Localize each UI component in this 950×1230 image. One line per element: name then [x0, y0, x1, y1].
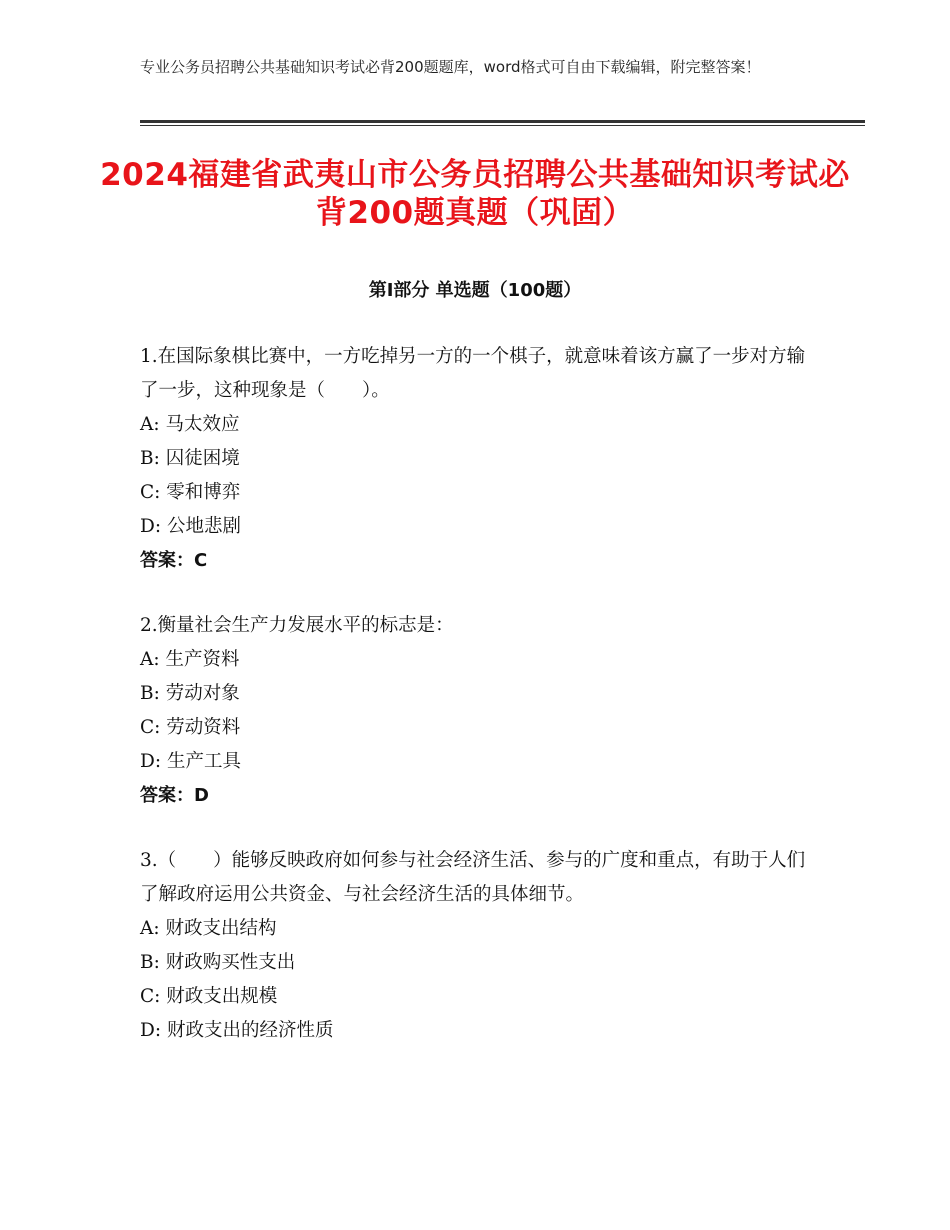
option-b: [140, 442, 810, 476]
option-text: 生产资料: [165, 649, 240, 670]
option-text: 财政支出规模: [166, 986, 278, 1007]
question-1: [140, 340, 810, 578]
option-letter: C:: [140, 482, 161, 503]
question-2: [140, 609, 810, 813]
option-text: 劳动对象: [165, 683, 240, 704]
option-letter: D:: [140, 1020, 162, 1041]
question-stem: 1.在国际象棋比赛中，一方吃掉另一方的一个棋子，就意味着该方赢了一步对方输了一步，这种现象是（ ）。: [140, 346, 806, 401]
option-d: [140, 510, 810, 544]
header-divider-thick: [140, 120, 865, 123]
option-a: [140, 408, 810, 442]
header-divider-thin: [140, 125, 865, 126]
question-stem: 3.（ ）能够反映政府如何参与社会经济生活、参与的广度和重点，有助于人们了解政府运用公共资金、与社会经济生活的具体细节。: [140, 850, 806, 905]
option-letter: D:: [140, 751, 162, 772]
option-text: 公地悲剧: [166, 516, 241, 537]
option-c: [140, 476, 810, 510]
answer-line: 答案：D: [140, 785, 209, 806]
option-b: [140, 946, 810, 980]
answer-line: 答案：C: [140, 550, 208, 571]
option-letter: C:: [140, 986, 161, 1007]
option-c: [140, 980, 810, 1014]
option-text: 囚徒困境: [165, 448, 240, 469]
option-d: [140, 745, 810, 779]
option-a: [140, 912, 810, 946]
header-note: 专业公务员招聘公共基础知识考试必背200题题库，word格式可自由下载编辑，附完整答案！: [140, 58, 761, 76]
option-text: 零和博弈: [166, 482, 241, 503]
option-b: [140, 677, 810, 711]
option-letter: A:: [140, 414, 160, 435]
option-text: 财政支出的经济性质: [166, 1020, 334, 1041]
option-c: [140, 711, 810, 745]
option-d: [140, 1014, 810, 1048]
question-list: [140, 340, 810, 1079]
option-a: [140, 643, 810, 677]
option-text: 马太效应: [165, 414, 240, 435]
question-3: [140, 844, 810, 1048]
option-text: 生产工具: [166, 751, 241, 772]
option-letter: A:: [140, 918, 160, 939]
document-title: 2024福建省武夷山市公务员招聘公共基础知识考试必背200题真题（巩固）: [100, 157, 850, 231]
option-letter: B:: [140, 952, 160, 973]
question-stem: 2.衡量社会生产力发展水平的标志是：: [140, 615, 454, 636]
option-letter: C:: [140, 717, 161, 738]
section-title: 第I部分 单选题（100题）: [368, 280, 582, 301]
option-letter: B:: [140, 448, 160, 469]
option-letter: A:: [140, 649, 160, 670]
option-letter: D:: [140, 516, 162, 537]
option-text: 劳动资料: [166, 717, 241, 738]
option-text: 财政支出结构: [165, 918, 277, 939]
option-letter: B:: [140, 683, 160, 704]
option-text: 财政购买性支出: [165, 952, 296, 973]
